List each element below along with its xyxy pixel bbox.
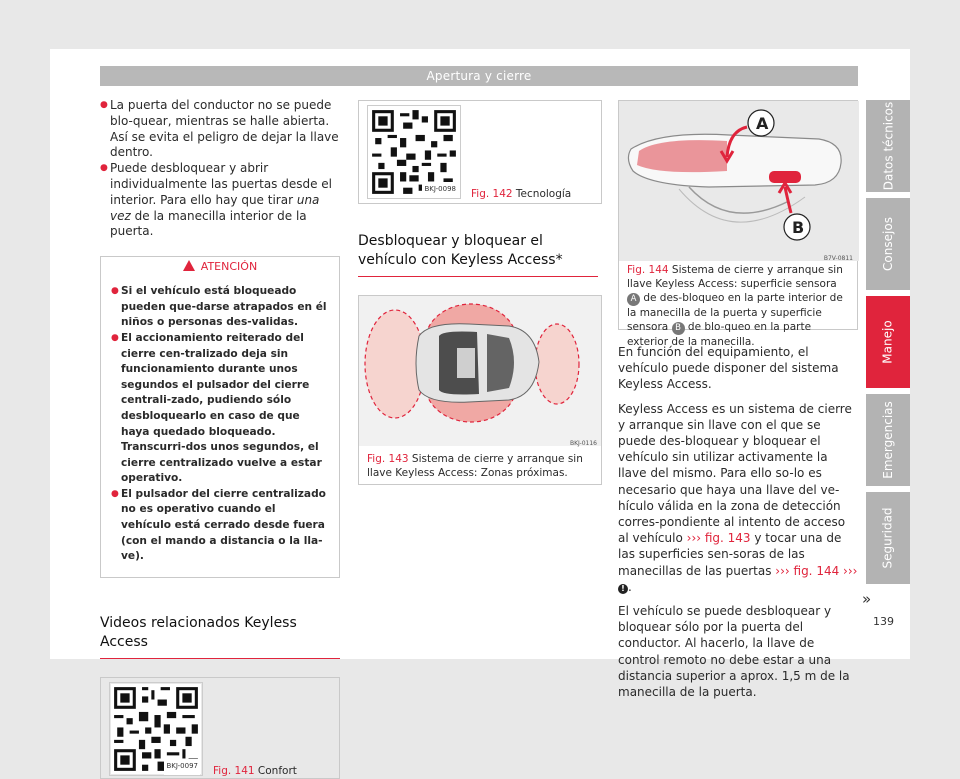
tab-datos-tecnicos[interactable]: Datos técnicos (866, 100, 910, 192)
warning-box (100, 256, 340, 578)
warning-link[interactable]: ››› ! (618, 564, 857, 594)
qr-code-tecnologia[interactable] (367, 105, 461, 199)
figure-144 (618, 100, 858, 348)
tab-emergencias[interactable]: Emergencias (866, 394, 910, 486)
column-1 (100, 98, 340, 779)
videos-title: Videos relacionados Keyless Access (100, 614, 340, 659)
door-handle-illustration (619, 101, 859, 261)
section-title: Desbloquear y bloquear el vehículo con Keyless Access* (358, 232, 598, 277)
bullet-item: ● Puede desbloquear y abrir individualmente las puertas desde el interior. Para ello hay que tirar una vez de la manecilla interior de la puerta. (100, 161, 340, 240)
warning-item: ● Si el vehículo está bloqueado pueden que-darse atrapados en él niños o personas des-validas. (111, 284, 329, 331)
svg-text:B: B (792, 218, 805, 237)
bullet-item: ● La puerta del conductor no se puede blo-quear, mientras se halle abierta. Así se evita el peligro de dejar la llave dentro. (100, 98, 340, 161)
warning-header: ATENCIÓN (101, 256, 339, 276)
figure-141 (100, 677, 340, 779)
column-2 (358, 100, 602, 485)
keyless-zones-illustration (359, 296, 601, 446)
badge-b: B (672, 322, 685, 335)
figure-code: BKJ-0097 (164, 759, 200, 775)
paragraph: Keyless Access es un sistema de cierre y arranque sin llave con el que se puede des-bloquear y bloquear el vehículo sin utilizar activamente la llave del mismo. Para ello so-lo es necesario que haya una llave del ve-hículo válida en la zona de detección corres-pondiente al intento de acceso al vehículo ››› fig. 143 y tocar una de las superficies sen-soras de las manecillas de las puertas ››› fig. 144 ››› ! . (618, 401, 858, 594)
svg-text:A: A (756, 114, 769, 133)
figure-caption: Fig. 144 Sistema de cierre y arranque sin llave Keyless Access: superficie sensora A de des-bloqueo en la parte interior de la manecilla de la puerta y superficie sensora B de blo-queo en la parte exterior de la manecilla. (627, 264, 843, 348)
figure-code: BKJ-0098 (422, 182, 458, 198)
figure-code: B7V-0811 (823, 255, 853, 262)
figure-link[interactable]: ››› fig. 143 (686, 531, 751, 546)
figure-caption: Fig. 141 Confort (213, 764, 297, 777)
figure-caption: Fig. 142 Tecnología (471, 188, 572, 200)
page-number: 139 (873, 615, 894, 628)
tab-seguridad[interactable]: Seguridad (866, 492, 910, 584)
warning-item: ● El pulsador del cierre centralizado no es operativo cuando el vehículo está cerrado desde fuera (con el mando a distancia o la lla-ve). (111, 487, 329, 565)
figure-code: BKJ-0116 (569, 440, 597, 447)
warning-item: ● El accionamiento reiterado del cierre cen-tralizado deja sin funcionamiento durante unos segundos el pulsador del cierre centrali-zado, pudiendo sólo desbloquearlo en caso de que haya quedado bloqueado. Transcurri-dos unos segundos, el cierre centralizado vuelve a estar operativo. (111, 331, 329, 487)
qr-code-confort[interactable] (109, 682, 203, 776)
tab-manejo[interactable]: Manejo (866, 296, 910, 388)
page-header: Apertura y cierre (100, 66, 858, 86)
continue-mark: » (862, 590, 872, 608)
badge-a: A (627, 293, 640, 306)
paragraph: En función del equipamiento, el vehículo puede disponer del sistema Keyless Access. (618, 345, 839, 392)
warning-body (101, 276, 339, 577)
figure-142 (358, 100, 602, 204)
warning-triangle-icon (183, 260, 195, 271)
paragraph: El vehículo se puede desbloquear y bloquear sólo por la puerta del conductor. Al hacerlo, la llave de control remoto no debe estar a una distancia superior a aprox. 1,5 m de la manecilla de la puerta. (618, 604, 850, 700)
column-3 (618, 100, 858, 700)
warning-icon: ! (618, 584, 628, 594)
figure-143 (358, 295, 602, 485)
figure-caption: Fig. 143 Sistema de cierre y arranque sin llave Keyless Access: Zonas próximas. (367, 453, 583, 479)
figure-link[interactable]: ››› fig. 144 (775, 563, 840, 578)
tab-consejos[interactable]: Consejos (866, 198, 910, 290)
